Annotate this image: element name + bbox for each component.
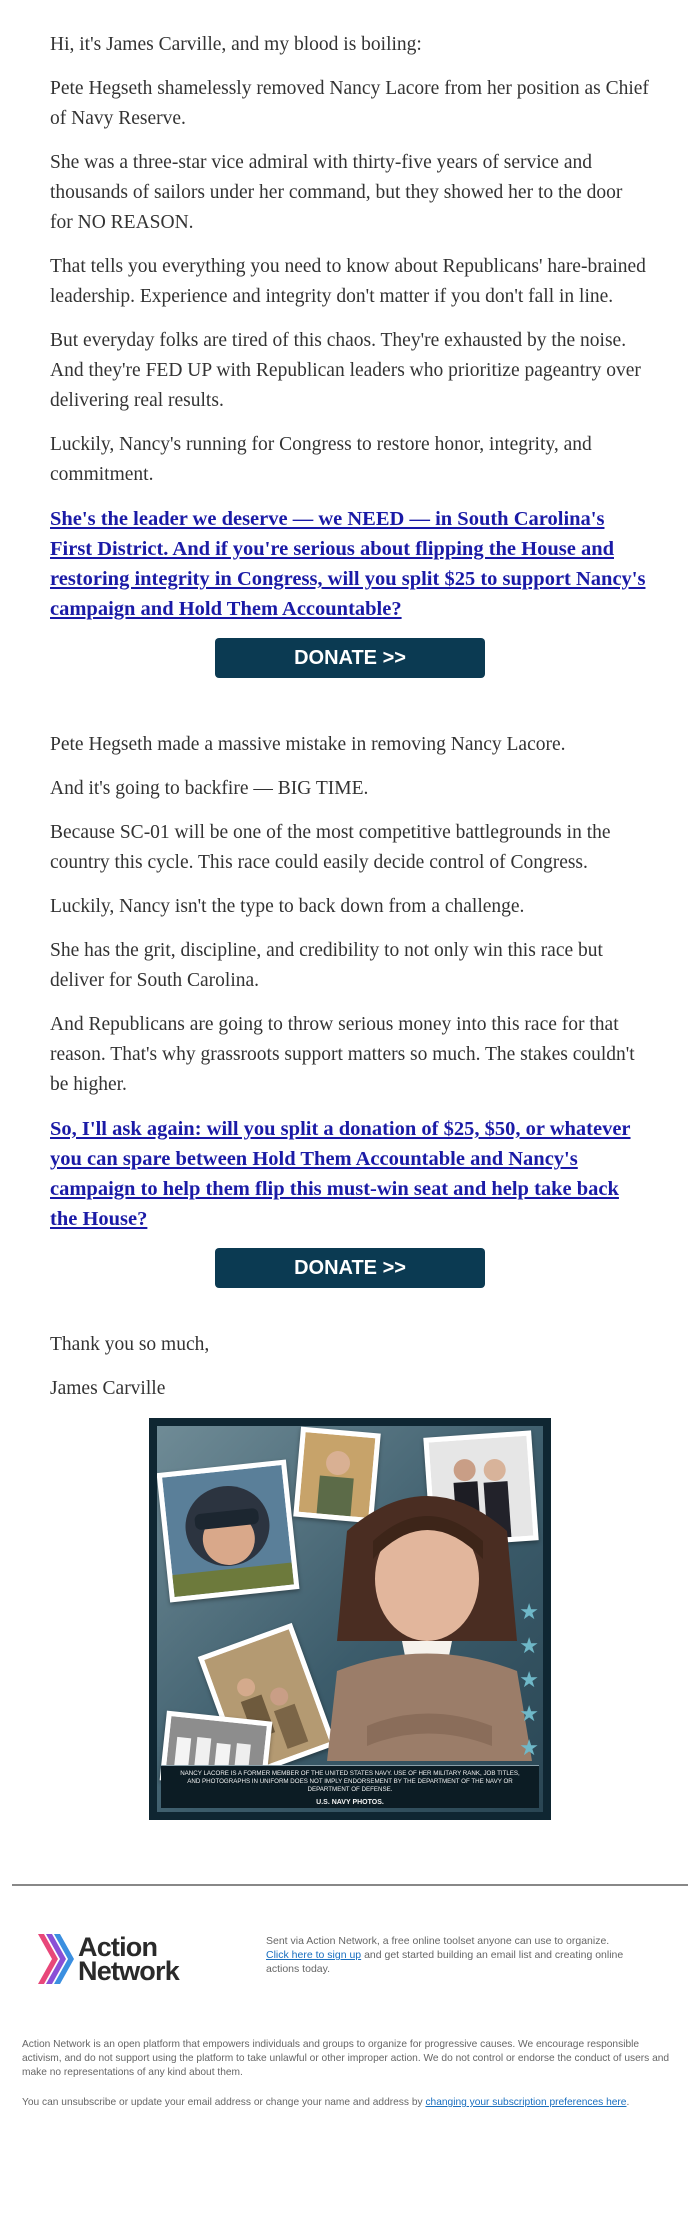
candidate-photo-collage xyxy=(149,1418,551,1820)
paragraph: Because SC-01 will be one of the most competitive battlegrounds in the country this cycle. This race could easily decide control of Congress. xyxy=(50,822,611,873)
collage-background xyxy=(157,1426,543,1812)
signoff: Thank you so much, xyxy=(50,1334,210,1355)
paragraph: But everyday folks are tired of this chaos. They're exhausted by the noise. And they're FED UP with Republican leaders who prioritize pageantry over delivering real results. xyxy=(50,330,641,411)
signature: James Carville xyxy=(50,1378,166,1399)
spacer xyxy=(50,678,650,730)
action-network-logo xyxy=(38,1934,238,1984)
action-network-description xyxy=(266,1934,636,1976)
donate-button[interactable]: DONATE >> xyxy=(215,638,485,678)
pilot-helmet-photo xyxy=(157,1460,299,1603)
subscription-preferences-link[interactable]: changing your subscription preferences here xyxy=(425,2097,627,2108)
legal-paragraph: Action Network is an open platform that empowers individuals and groups to organize for progressive causes. We encourage responsible activism, and do not support using the platform to take unlawful or other improper action. We do not control or endorse the conduct of users and make no representations of any kind about them. xyxy=(22,2039,670,2078)
unsubscribe-paragraph xyxy=(22,2096,678,2110)
paragraph: And Republicans are going to throw serious money into this race for that reason. That's why grassroots support matters so much. The stakes couldn't be higher. xyxy=(50,1014,635,1095)
signup-rest-text: and get started building an email list and creating online actions today. xyxy=(266,1949,624,1975)
paragraph: She has the grit, discipline, and credibility to not only win this race but deliver for South Carolina. xyxy=(50,940,603,991)
donate-cta-link-2[interactable]: So, I'll ask again: will you split a donation of $25, $50, or whatever you can spare between Hold Them Accountable and Nancy's campaign to help them flip this must-win seat and help take back the House? xyxy=(50,1118,631,1230)
donate-cta-link[interactable]: She's the leader we deserve — we NEED — in South Carolina's First District. And if you're serious about flipping the House and restoring integrity in Congress, will you split $25 to support Nancy's campaign and Hold Them Accountable? xyxy=(50,508,646,620)
paragraph: Luckily, Nancy's running for Congress to restore honor, integrity, and commitment. xyxy=(50,434,592,485)
nancy-lacore-portrait xyxy=(307,1471,543,1761)
sent-via-text: Sent via Action Network, a free online toolset anyone can use to organize. xyxy=(266,1935,610,1947)
signup-link[interactable]: Click here to sign up xyxy=(266,1949,362,1961)
footer xyxy=(0,1886,700,2110)
spacer xyxy=(50,1288,650,1330)
donate-button-row xyxy=(50,638,650,678)
photo-caption-disclaimer: NANCY LACORE IS A FORMER MEMBER OF THE UNITED STATES NAVY. USE OF HER MILITARY RANK, JOB TITLES, AND PHOTOGRAPHS IN UNIFORM DOES NOT IMPLY ENDORSEMENT BY THE DEPARTMENT OF THE NAVY OR DEPARTMENT OF DEFENSE. xyxy=(180,1770,520,1793)
donate-button-2[interactable]: DONATE >> xyxy=(215,1248,485,1288)
paragraph: Pete Hegseth made a massive mistake in removing Nancy Lacore. xyxy=(50,734,566,755)
action-network-chevrons-icon xyxy=(38,1934,74,1984)
legal-notice xyxy=(0,1984,700,2110)
wordmark-line-2: Network xyxy=(78,1956,179,1986)
donate-button-row xyxy=(50,1248,650,1288)
paragraph: She was a three-star vice admiral with thirty-five years of service and thousands of sailors under her command, but they showed her to the door for NO REASON. xyxy=(50,152,623,233)
paragraph: Luckily, Nancy isn't the type to back down from a challenge. xyxy=(50,896,525,917)
photo-caption xyxy=(161,1765,539,1808)
wordmark-line-1: Action xyxy=(78,1932,158,1962)
paragraph: That tells you everything you need to know about Republicans' hare-brained leadership. Experience and integrity don't matter if you don't fall in line. xyxy=(50,256,646,307)
decorative-stars: ★ ★ ★ ★ ★ xyxy=(519,1600,539,1761)
action-network-block xyxy=(0,1886,700,1984)
paragraph: Pete Hegseth shamelessly removed Nancy Lacore from her position as Chief of Navy Reserve. xyxy=(50,78,649,129)
unsubscribe-prefix: You can unsubscribe or update your email address or change your name and address by xyxy=(22,2097,423,2108)
photo-caption-credit: U.S. NAVY PHOTOS. xyxy=(316,1799,384,1806)
action-network-wordmark xyxy=(78,1932,179,1986)
unsubscribe-suffix: . xyxy=(626,2097,630,2108)
paragraph: And it's going to backfire — BIG TIME. xyxy=(50,778,369,799)
greeting: Hi, it's James Carville, and my blood is boiling: xyxy=(50,34,422,55)
